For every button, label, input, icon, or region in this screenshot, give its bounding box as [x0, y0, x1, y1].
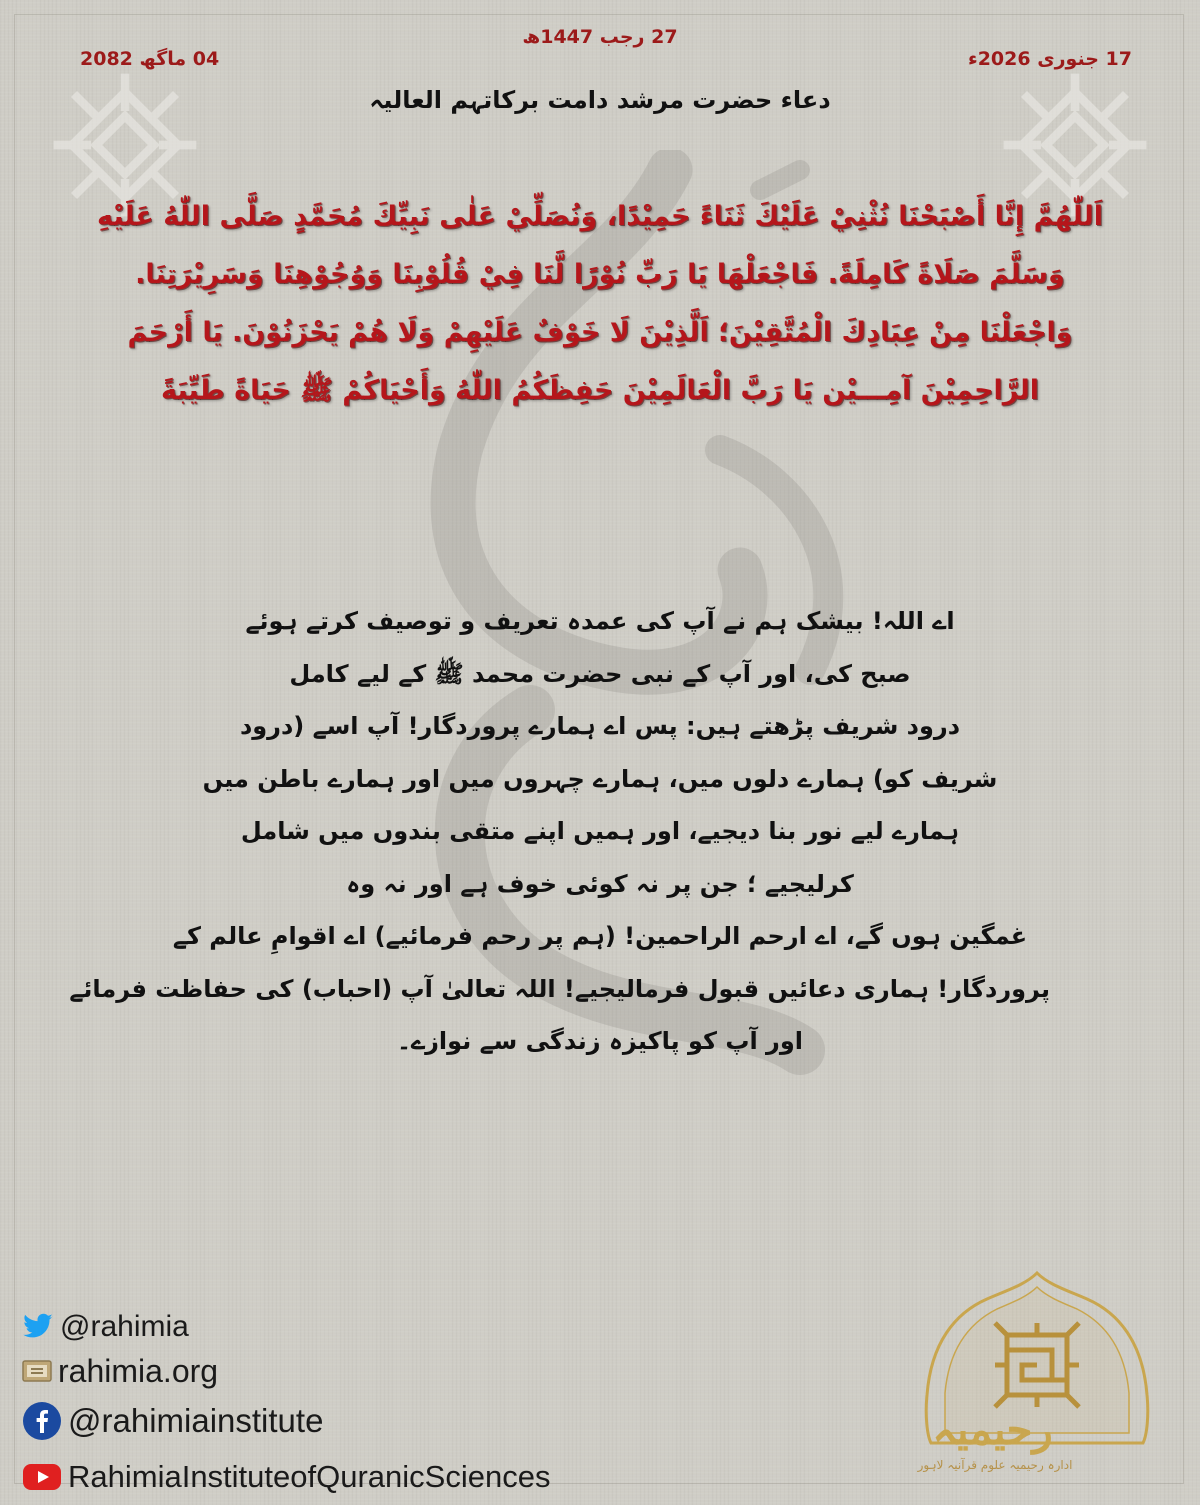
facebook-handle: @rahimiainstitute: [68, 1402, 324, 1439]
youtube-channel: RahimiaInstituteofQuranicSciences: [68, 1459, 551, 1494]
urdu-line: پروردگار! ہماری دعائیں قبول فرمالیجیے! اللہ تعالیٰ آپ (احباب) کی حفاظت فرمائے: [69, 974, 1050, 1003]
urdu-line: کرلیجیے ؛ جن پر نہ کوئی خوف ہے اور نہ وہ: [346, 869, 854, 898]
facebook-link[interactable]: [22, 1393, 722, 1449]
bikrami-date: 04 ماگھ 2082: [80, 48, 220, 70]
urdu-line: ہمارے لیے نور بنا دیجیے، اور ہمیں اپنے متقی بندوں میں شامل: [240, 817, 960, 845]
urdu-line: اے اللہ! بیشک ہم نے آپ کی عمدہ تعریف و توصیف کرتے ہوئے: [245, 607, 955, 635]
website-link[interactable]: [22, 1349, 722, 1393]
arabic-dua-text: اَللّٰهُمَّ إِنَّا أَصْبَحْنَا نُثْنِيْ عَلَيْكَ ثَنَاءً حَمِيْدًا، وَنُصَلِّيْ عَلٰى نَبِيِّكَ مُحَمَّدٍ صَلَّى اللّٰهُ عَلَيْهِ وَسَلَّمَ صَلَاةً كَامِلَةً. فَاجْعَلْهَا يَا رَبِّ نُوْرًا لَّنَا فِيْ قُلُوْبِنَا وَوُجُوْهِنَا وَسَرِيْرَتِنَا. وَاجْعَلْنَا مِنْ عِبَادِكَ الْمُتَّقِيْنَ؛ اَلَّذِيْنَ لَا خَوْفٌ عَلَيْهِمْ وَلَا هُمْ يَحْزَنُوْنَ. يَا أَرْحَمَ الرَّاحِمِيْنَ آمِـــيْن يَا رَبَّ الْعَالَمِيْنَ حَفِظَكُمُ اللّٰهُ وَأَحْيَاكُمْ ﷺ حَيَاةً طَيِّبَةً: [97, 201, 1103, 406]
urdu-line: صبح کی، اور آپ کے نبی حضرت محمد ﷺ کے لیے کامل: [289, 659, 911, 688]
logo-subtitle: ادارہ رحیمیہ علوم قرآنیہ لاہور: [917, 1458, 1073, 1472]
youtube-link[interactable]: [22, 1449, 722, 1505]
twitter-icon: [22, 1313, 54, 1341]
urdu-line: اور آپ کو پاکیزہ زندگی سے نوازے۔: [396, 1027, 804, 1055]
logo-name: رحیمیہ: [932, 1405, 1053, 1454]
facebook-icon: [22, 1401, 62, 1441]
urdu-line: غمگین ہوں گے، اے ارحم الراحمین! (ہم پر رحم فرمائیے) اے اقوامِ عالم کے: [172, 922, 1028, 950]
urdu-line: شریف کو) ہمارے دلوں میں، ہمارے چہروں میں اور ہمارے باطن میں: [202, 764, 998, 793]
gregorian-date: 17 جنوری 2026ء: [967, 48, 1132, 70]
urdu-translation: [69, 595, 1050, 1068]
social-links: [22, 1305, 722, 1505]
youtube-icon: [22, 1462, 62, 1492]
website-icon: [22, 1359, 52, 1383]
website-url: rahimia.org: [58, 1352, 219, 1389]
hijri-date: 27 رجب 1447ھ: [522, 26, 678, 48]
twitter-link[interactable]: [22, 1305, 722, 1349]
rahimia-logo: [905, 1265, 1170, 1490]
page-title: دعاء حضرت مرشد دامت برکاتہم العالیہ: [369, 86, 831, 114]
twitter-handle: @rahimia: [60, 1310, 189, 1343]
urdu-line: درود شریف پڑھتے ہیں: پس اے ہمارے پروردگار! آپ اسے (درود: [239, 712, 961, 740]
